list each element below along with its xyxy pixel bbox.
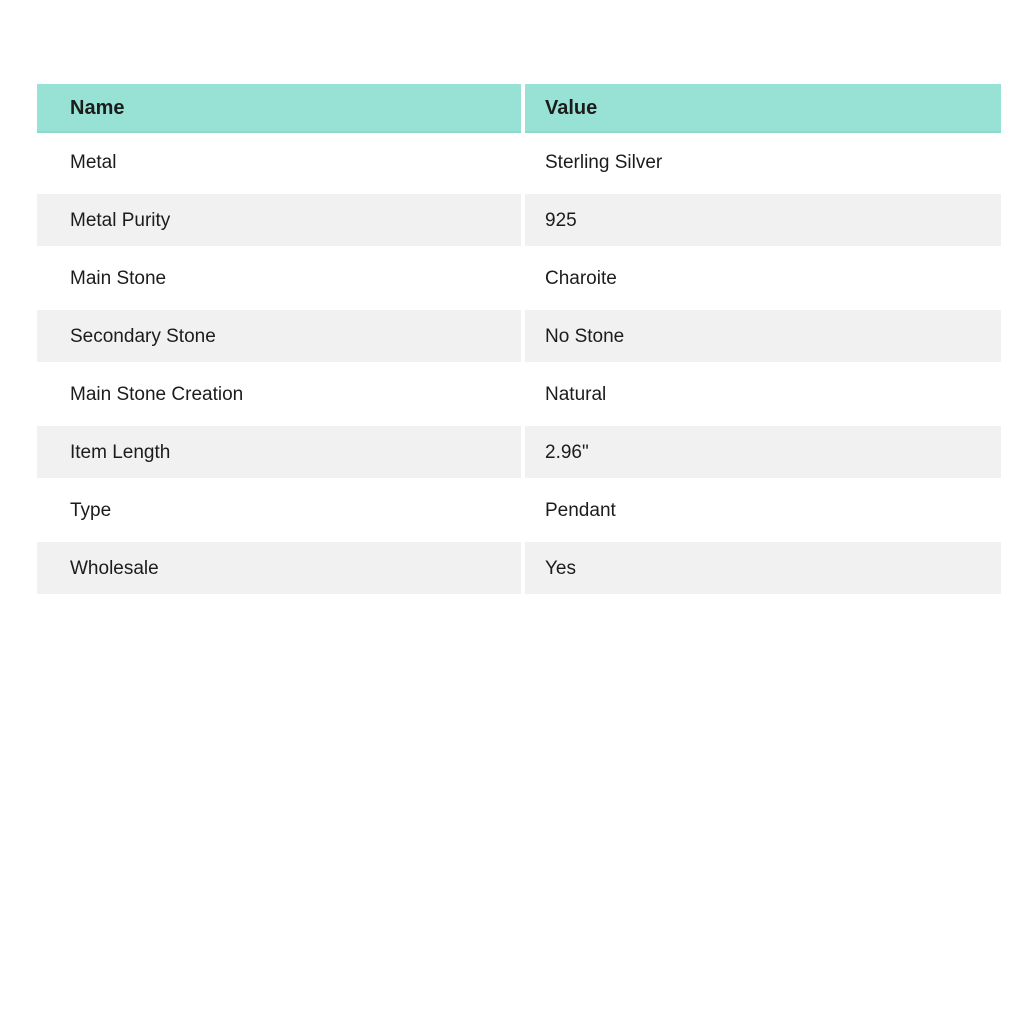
- table-row: [37, 249, 1001, 307]
- row-name-cell: Secondary Stone: [37, 310, 521, 362]
- row-value-cell: Sterling Silver: [545, 151, 663, 173]
- row-name-cell: Metal Purity: [37, 194, 521, 246]
- row-name-cell: Type: [70, 499, 112, 521]
- row-value-cell: Pendant: [545, 499, 616, 521]
- table-header-row: [37, 84, 1001, 133]
- row-value-cell: Natural: [545, 383, 607, 405]
- column-header-value: Value: [525, 84, 1001, 133]
- table-row: [37, 423, 1001, 481]
- row-name-cell: Metal: [70, 151, 117, 173]
- row-value-cell: No Stone: [525, 310, 1001, 362]
- table-row: [37, 191, 1001, 249]
- row-value-cell: Yes: [525, 542, 1001, 594]
- table-body: [37, 133, 1001, 597]
- column-header-name: Name: [37, 84, 521, 133]
- row-name-cell: Main Stone: [70, 267, 167, 289]
- table-row: [37, 481, 1001, 539]
- row-name-cell: Wholesale: [37, 542, 521, 594]
- row-value-cell: Charoite: [545, 267, 617, 289]
- row-name-cell: Main Stone Creation: [70, 383, 244, 405]
- row-value-cell: 2.96": [525, 426, 1001, 478]
- table-row: [37, 365, 1001, 423]
- item-specifics-table: [37, 84, 1001, 597]
- row-value-cell: 925: [525, 194, 1001, 246]
- table-row: [37, 133, 1001, 191]
- row-name-cell: Item Length: [37, 426, 521, 478]
- table-row: [37, 539, 1001, 597]
- table-row: [37, 307, 1001, 365]
